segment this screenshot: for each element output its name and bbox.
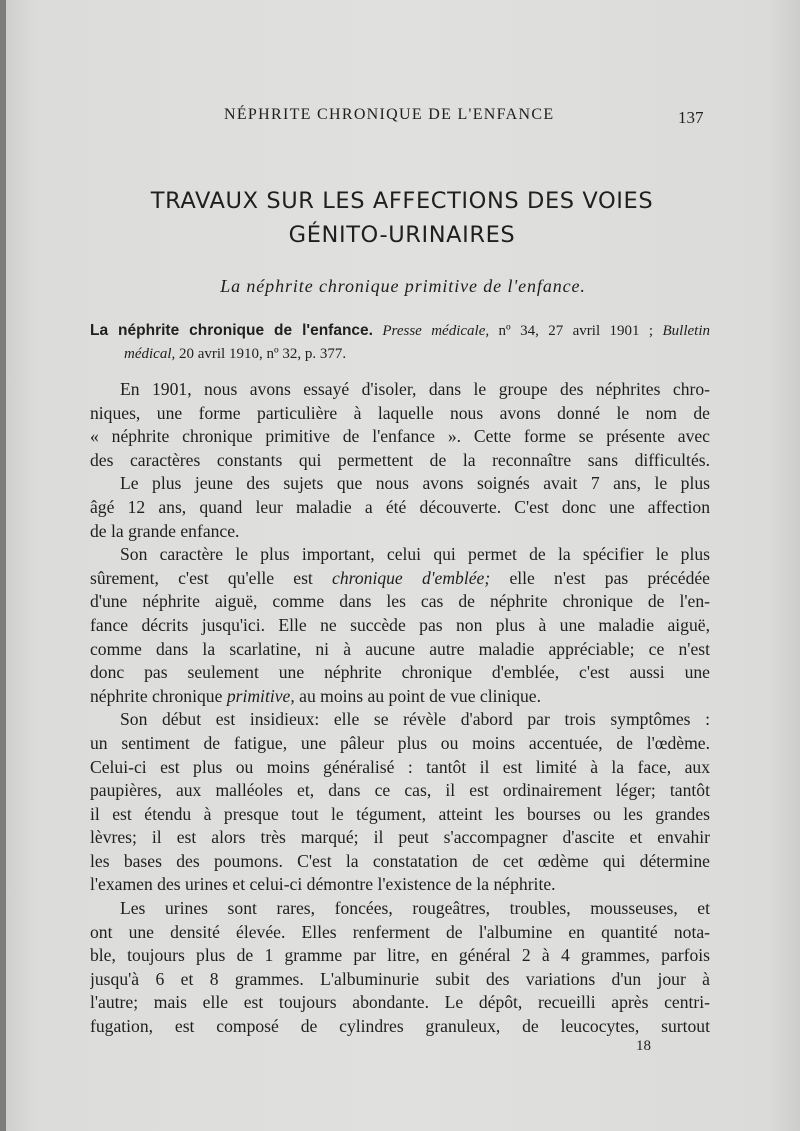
text-segment: au moins au point de vue clinique.	[299, 685, 542, 706]
text-line: paupières, aux malléoles et, dans ce cas, il est ordinairement léger; tantôt	[90, 780, 710, 801]
emphasis: chronique d'emblée;	[332, 567, 491, 588]
text-line: un sentiment de fatigue, une pâleur plus ou moins accentuée, de l'œdème.	[90, 732, 710, 753]
text-line: donc pas seulement une néphrite chronique d'emblée, c'est aussi une	[90, 662, 710, 683]
body-text	[90, 378, 710, 1039]
text-line: fugation, est composé de cylindres granuleux, de leucocytes, surtout	[90, 1016, 710, 1037]
text-line: jusqu'à 6 et 8 grammes. L'albuminurie subit des variations d'un jour à	[90, 968, 710, 989]
subtitle: La néphrite chronique primitive de l'enfance.	[220, 276, 586, 296]
text-segment: elle n'est pas précédée	[509, 567, 710, 588]
text-line: de la grande enfance.	[90, 520, 240, 541]
text-segment: néphrite chronique	[90, 685, 223, 706]
text-line: les bases des poumons. C'est la constatation de cet œdème qui détermine	[90, 850, 710, 871]
signature-mark: 18	[636, 1038, 651, 1054]
running-head	[6, 106, 800, 130]
text-line: fance décrits jusqu'ici. Elle ne succède pas non plus à une maladie aiguë,	[90, 614, 710, 635]
reference-heading: La néphrite chronique de l'enfance.	[90, 322, 373, 339]
text-line: comme dans la scarlatine, ni à aucune autre maladie appréciable; ce n'est	[90, 638, 710, 659]
text-line: niques, une forme particulière à laquelle nous avons donné le nom de	[90, 402, 710, 423]
reference-journal-2a: Bulletin	[662, 323, 710, 339]
text-line: Celui-ci est plus ou moins généralisé : tantôt il est limité à la face, aux	[90, 756, 710, 777]
text-line: En 1901, nous avons essayé d'isoler, dans le groupe des néphrites chro-	[120, 379, 710, 399]
text-segment: sûrement, c'est qu'elle est	[90, 567, 313, 588]
text-line: ont une densité élevée. Elles renferment de l'albumine en quantité nota-	[90, 921, 710, 942]
section-title-line-2: GÉNITO-URINAIRES	[288, 222, 516, 248]
section-title	[132, 184, 672, 252]
text-line: l'examen des urines et celui-ci démontre l'existence de la néphrite.	[90, 874, 556, 895]
reference-journal-2b: médical,	[124, 346, 176, 362]
text-line: Les urines sont rares, foncées, rougeâtres, troubles, mousseuses, et	[120, 898, 710, 919]
text-line: ble, toujours plus de 1 gramme par litre, en général 2 à 4 grammes, parfois	[90, 945, 710, 966]
reference-details-1: nº 34, 27 avril 1901 ;	[498, 323, 654, 339]
text-line: l'autre; mais elle est toujours abondante. Le dépôt, recueilli après centri-	[90, 992, 710, 1013]
text-line: « néphrite chronique primitive de l'enfance ». Cette forme se présente avec	[90, 426, 710, 447]
section-title-line-1: TRAVAUX SUR LES AFFECTIONS DES VOIES	[150, 188, 654, 214]
page-number: 137	[678, 108, 704, 127]
bibliographic-reference	[90, 319, 710, 366]
book-page	[6, 0, 800, 1131]
reference-details-2: 20 avril 1910, nº 32, p. 377.	[178, 346, 347, 362]
text-line: âgé 12 ans, quand leur maladie a été découverte. C'est donc une affection	[90, 496, 710, 517]
text-line: Le plus jeune des sujets que nous avons soignés avait 7 ans, le plus	[120, 473, 710, 494]
reference-journal-1: Presse médicale,	[382, 323, 490, 339]
text-line: Son début est insidieux: elle se révèle d'abord par trois symptômes :	[120, 709, 710, 730]
text-line: d'une néphrite aiguë, comme dans les cas de néphrite chronique de l'en-	[90, 591, 710, 612]
text-line: lèvres; il est alors très marqué; il peut s'accompagner d'ascite et envahir	[90, 827, 710, 848]
text-line-mixed	[90, 685, 710, 709]
text-line: il est étendu à presque tout le tégument, atteint les bourses ou les grandes	[90, 803, 710, 824]
text-line: des caractères constants qui permettent de la reconnaître sans difficultés.	[90, 449, 710, 470]
text-line: Son caractère le plus important, celui qui permet de la spécifier le plus	[120, 544, 710, 565]
emphasis: primitive,	[226, 685, 295, 706]
text-line-mixed	[90, 567, 710, 591]
running-head-title: NÉPHRITE CHRONIQUE DE L'ENFANCE	[224, 106, 555, 123]
